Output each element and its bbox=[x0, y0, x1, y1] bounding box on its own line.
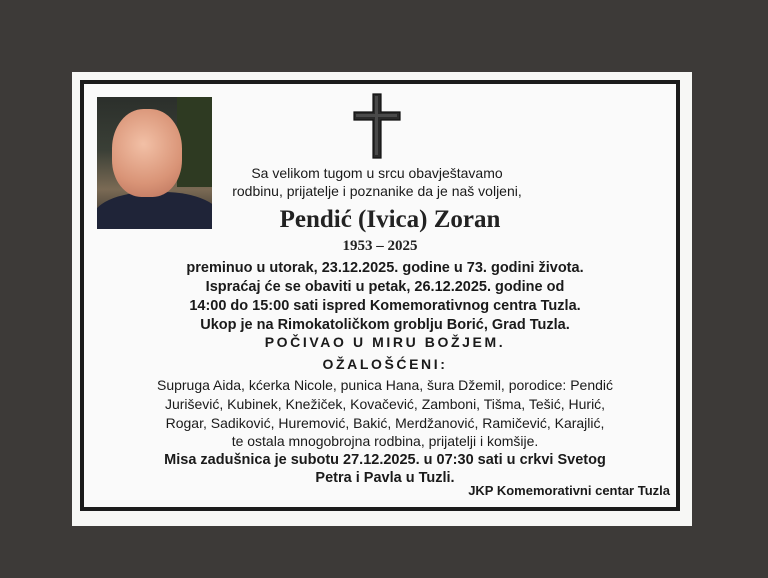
detail-line-2: Ispraćaj će se obaviti u petak, 26.12.2025. godine od bbox=[205, 279, 565, 295]
intro-line-2: rodbinu, prijatelje i poznanike da je naš voljeni, bbox=[232, 183, 522, 199]
deceased-years: 1953 – 2025 bbox=[342, 238, 418, 254]
intro-line-1: Sa velikom tugom u srcu obavještavamo bbox=[251, 165, 503, 181]
mass-line-1: Misa zadušnica je subotu 27.12.2025. u 07:30 sati u crkvi Svetog bbox=[164, 452, 606, 468]
detail-line-1: preminuo u utorak, 23.12.2025. godine u 73. godini života. bbox=[186, 260, 584, 276]
cross-icon bbox=[352, 93, 402, 159]
mourners-line-3: Rogar, Sadiković, Huremović, Bakić, Merdžanović, Ramičević, Karajlić, bbox=[165, 415, 605, 431]
signature: JKP Komemorativni centar Tuzla bbox=[468, 483, 670, 498]
detail-line-3: 14:00 do 15:00 sati ispred Komemorativnog centra Tuzla. bbox=[189, 298, 581, 314]
deceased-photo bbox=[97, 97, 212, 229]
intro-text bbox=[212, 164, 542, 200]
mourners-line-2: Jurišević, Kubinek, Knežiček, Kovačević, Zamboni, Tišma, Tešić, Hurić, bbox=[164, 396, 606, 412]
mourners-line-4: te ostala mnogobrojna rodbina, prijatelji i komšije. bbox=[231, 433, 539, 449]
mourners-line-1: Supruga Aida, kćerka Nicole, punica Hana, šura Džemil, porodice: Pendić bbox=[156, 377, 614, 393]
detail-line-4: Ukop je na Rimokatoličkom groblju Borić, Grad Tuzla. bbox=[200, 317, 570, 333]
deceased-name: Pendić (Ivica) Zoran bbox=[279, 206, 501, 233]
mourners-heading: OŽALOŠĆENI: bbox=[322, 356, 448, 372]
rest-in-peace: POČIVAO U MIRU BOŽJEM. bbox=[264, 334, 506, 350]
mass-line-2: Petra i Pavla u Tuzli. bbox=[315, 470, 455, 486]
